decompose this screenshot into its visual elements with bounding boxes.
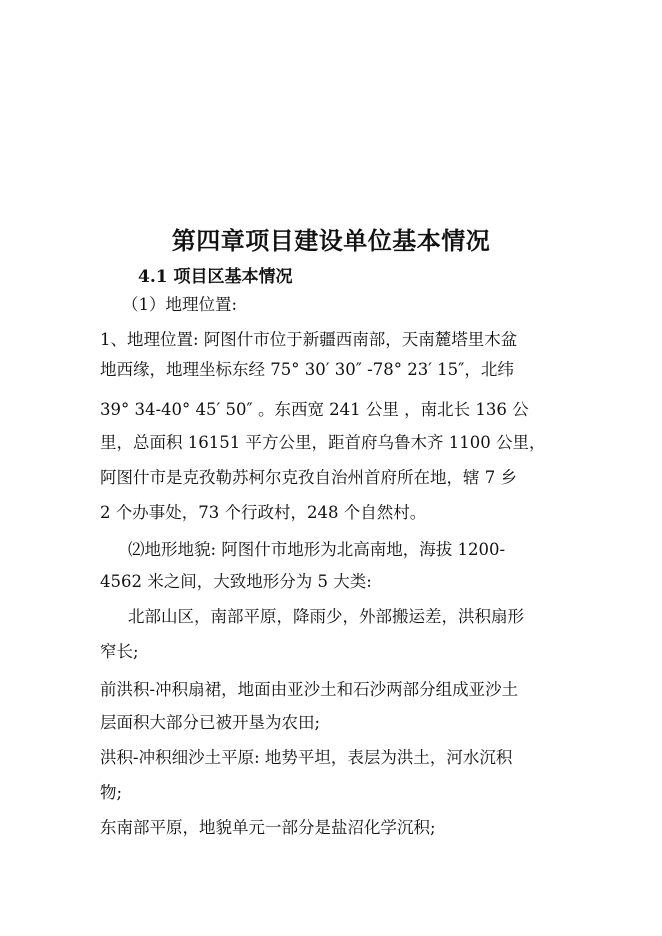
- text-line: 洪积-冲积细沙土平原: 地势平坦，表层为洪土，河水沉积: [100, 748, 513, 767]
- text-line: 前洪积-冲积扇裙，地面由亚沙土和石沙两部分组成亚沙土: [100, 680, 519, 699]
- text-line: 2 个办事处，73 个行政村，248 个自然村。: [100, 503, 427, 522]
- text-line: 4562 米之间，大致地形分为 5 大类:: [100, 572, 372, 591]
- text-line: 东南部平原，地貌单元一部分是盐沼化学沉积;: [100, 818, 436, 837]
- text-line: 物;: [100, 783, 123, 802]
- subsection-heading-location: （1）地理位置:: [122, 295, 238, 314]
- text-line: 窄长;: [100, 642, 139, 661]
- text-line: 地西缘，地理坐标东经 75° 30′ 30″ -78° 23′ 15″，北纬: [100, 360, 514, 379]
- text-line: 层面积大部分已被开垦为农田;: [100, 713, 321, 732]
- text-line: 里，总面积 16151 平方公里，距首府乌鲁木齐 1100 公里，: [100, 433, 546, 452]
- section-title: 4.1 项目区基本情况: [138, 267, 293, 287]
- text-line: 1、地理位置: 阿图什市位于新疆西南部，天南麓塔里木盆: [100, 330, 518, 349]
- chapter-title: 第四章项目建设单位基本情况: [171, 226, 491, 255]
- subsection-heading-terrain: ⑵地形地貌: 阿图什市地形为北高南地，海拔 1200-: [128, 540, 506, 559]
- text-line: 北部山区，南部平原，降雨少，外部搬运差，洪积扇形: [128, 607, 524, 626]
- text-line: 阿图什市是克孜勒苏柯尔克孜自治州首府所在地，辖 7 乡: [100, 468, 517, 487]
- text-line: 39° 34-40° 45′ 50″ 。东西宽 241 公里 ，南北长 136 公: [100, 400, 529, 419]
